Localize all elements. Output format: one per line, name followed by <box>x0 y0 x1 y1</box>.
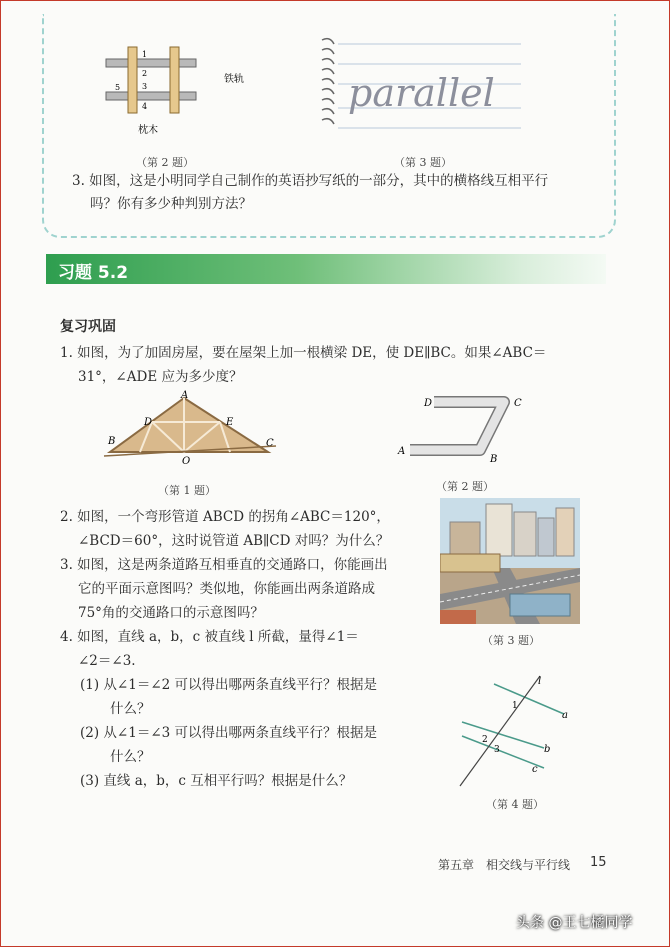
watermark: 头条 @王七橘同学 <box>516 915 633 931</box>
q4-angle-3: 3 <box>494 745 500 755</box>
q3-line2: 它的平面示意图吗？类似地，你能画出两条道路成 <box>78 581 375 597</box>
q4-angle-1: 1 <box>512 701 518 711</box>
rail-num-5: 5 <box>115 83 121 92</box>
q4-s2-line2: 什么？ <box>110 749 151 765</box>
q4-angle-2: 2 <box>482 735 488 745</box>
city-intersection-illustration <box>440 498 580 624</box>
sleeper-label: 枕木 <box>138 125 158 136</box>
q4-label-b: b <box>544 744 551 755</box>
q2-label-C: C <box>514 398 522 409</box>
q1-label-A: A <box>181 390 189 401</box>
lined-paper-figure <box>316 36 528 141</box>
caption-q1: （第 1 题） <box>158 484 216 497</box>
rail-num-4: 4 <box>142 102 148 111</box>
q1-label-B: B <box>108 436 116 447</box>
rail-label: 铁轨 <box>224 74 244 85</box>
rail-num-2: 2 <box>142 69 148 78</box>
q4-s3: (3) 直线 a，b，c 互相平行吗？根据是什么？ <box>80 773 353 789</box>
q1-line2: 31°，∠ADE 应为多少度？ <box>78 369 243 385</box>
banner-title: 习题 5.2 <box>58 263 129 283</box>
q4-s1-line2: 什么？ <box>110 701 151 717</box>
q4-label-l: l <box>538 676 542 687</box>
rail-figure <box>100 45 270 140</box>
q1-line1: 1. 如图，为了加固房屋，要在屋架上加一根横梁 DE，使 DE∥BC。如果∠ABC＝ <box>60 345 547 361</box>
q2-label-B: B <box>490 454 498 465</box>
q2-label-D: D <box>424 398 433 409</box>
parallel-word: parallel <box>348 71 495 115</box>
sleeper-left <box>128 47 137 113</box>
q3-line1: 3. 如图，这是两条道路互相垂直的交通路口，你能画出 <box>60 557 388 573</box>
q4-line2: ∠2＝∠3. <box>78 653 136 669</box>
q1-label-C: C <box>266 438 274 449</box>
rail-num-3: 3 <box>142 82 148 91</box>
chapter-footer: 第五章 相交线与平行线 <box>438 858 571 872</box>
page-number: 15 <box>590 855 607 870</box>
rail-top <box>106 59 196 67</box>
section-title: 复习巩固 <box>60 319 116 335</box>
spiral-binding <box>322 39 334 124</box>
q4-label-c: c <box>532 764 538 775</box>
q1-label-E: E <box>226 417 234 428</box>
sleeper-right <box>170 47 179 113</box>
q1-label-D: D <box>144 417 153 428</box>
caption-q3-top: （第 3 题） <box>394 156 452 169</box>
q2-label-A: A <box>398 446 406 457</box>
exercise-banner <box>46 254 606 284</box>
prev-q3-line2: 吗？你有多少种判别方法？ <box>90 196 252 212</box>
caption-q2: （第 2 题） <box>436 480 494 493</box>
rail-bottom <box>106 92 196 100</box>
caption-q2-top: （第 2 题） <box>136 156 194 169</box>
caption-q4: （第 4 题） <box>486 798 544 811</box>
q4-s2-line1: (2) 从∠1＝∠3 可以得出哪两条直线平行？根据是 <box>80 725 378 741</box>
prev-q3-line1: 3. 如图，这是小明同学自己制作的英语抄写纸的一部分，其中的横格线互相平行 <box>72 173 549 189</box>
transversal-figure <box>452 672 582 790</box>
q4-line1: 4. 如图，直线 a，b，c 被直线 l 所截，量得∠1＝ <box>60 629 359 645</box>
q2-line2: ∠BCD＝60°，这时说管道 AB∥CD 对吗？为什么？ <box>78 533 390 549</box>
pipe-figure <box>392 390 542 468</box>
q3-line3: 75°角的交通路口的示意图吗？ <box>78 605 264 621</box>
q4-s1-line1: (1) 从∠1＝∠2 可以得出哪两条直线平行？根据是 <box>80 677 378 693</box>
q2-line1: 2. 如图，一个弯形管道 ABCD 的拐角∠ABC＝120°， <box>60 509 390 525</box>
roof-truss-figure <box>100 390 290 468</box>
rail-num-1: 1 <box>142 50 148 59</box>
q1-label-O: O <box>182 456 191 467</box>
q4-label-a: a <box>562 710 568 721</box>
caption-q3: （第 3 题） <box>482 634 540 647</box>
